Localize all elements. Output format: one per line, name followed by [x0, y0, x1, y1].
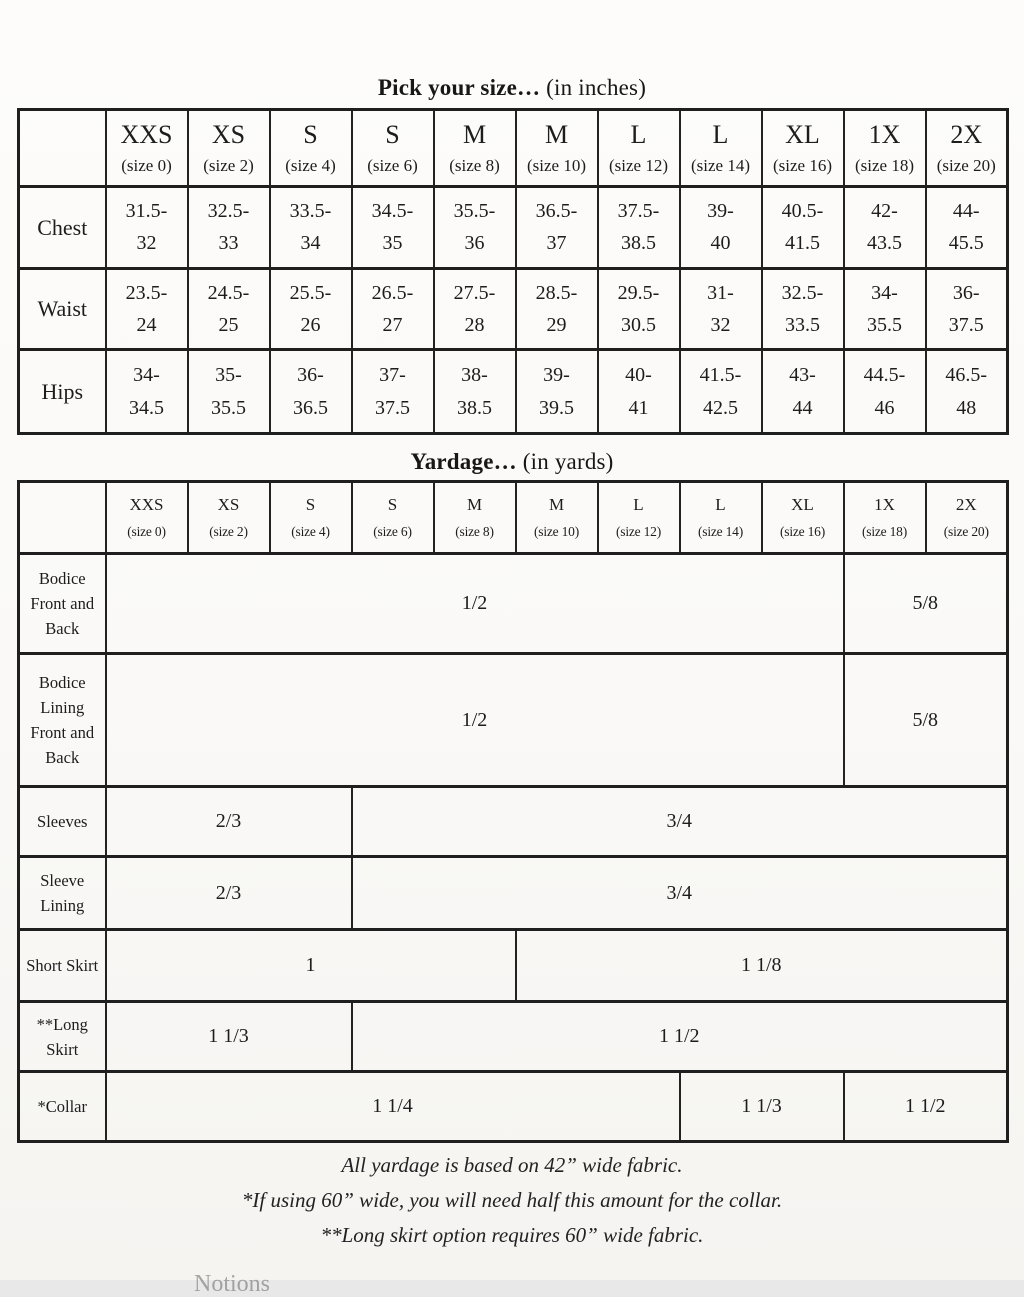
range-start: 38-	[461, 363, 488, 386]
size-header-content	[353, 113, 433, 184]
measurement-cell	[270, 269, 352, 350]
measurement-cell	[926, 269, 1008, 350]
size-header-content	[763, 485, 843, 551]
range-end: 44	[792, 396, 813, 419]
range-end: 38.5	[457, 396, 492, 419]
size-header-row	[19, 110, 1008, 187]
range-start: 26.5-	[371, 281, 414, 304]
size-number: (size 18)	[861, 524, 908, 540]
measurement-cell	[762, 269, 844, 350]
range-start: 24.5-	[207, 281, 250, 304]
measurement-cell	[188, 187, 270, 269]
yardage-row	[19, 554, 1008, 654]
measurement-range	[845, 353, 925, 431]
size-header-content	[681, 485, 761, 551]
yardage-cell: 5/8	[844, 654, 1008, 787]
range-start: 32.5-	[781, 281, 824, 304]
range-start: 28.5-	[535, 281, 578, 304]
size-label: M	[548, 494, 565, 514]
size-header-content	[845, 113, 925, 184]
measurement-cell	[926, 187, 1008, 269]
range-end: 28	[464, 313, 485, 336]
measurement-cell	[434, 269, 516, 350]
range-end: 34.5	[129, 396, 164, 419]
measurement-cell	[844, 187, 926, 269]
yardage-cell: 1 1/2	[352, 1002, 1008, 1072]
size-number: (size 4)	[291, 524, 330, 540]
range-end: 37.5	[375, 396, 410, 419]
range-start: 23.5-	[125, 281, 168, 304]
size-number: (size 14)	[697, 524, 744, 540]
size-header-cell	[844, 482, 926, 554]
size-label: XXS	[129, 494, 164, 514]
range-end: 41	[628, 396, 649, 419]
measurement-range	[927, 353, 1007, 431]
size-label: L	[633, 494, 644, 514]
range-end: 35	[382, 232, 403, 255]
measurement-cell	[270, 187, 352, 269]
size-header-cell	[188, 110, 270, 187]
size-chart-table	[17, 108, 1009, 435]
measurement-range	[845, 190, 925, 266]
size-header-cell	[352, 482, 434, 554]
measurement-range	[517, 190, 597, 266]
size-header-cell	[516, 110, 598, 187]
row-label: Waist	[19, 269, 106, 350]
range-end: 25	[218, 313, 239, 336]
size-number: (size 0)	[121, 156, 172, 176]
range-end: 24	[136, 313, 157, 336]
size-header-cell	[106, 110, 188, 187]
size-header-cell	[680, 110, 762, 187]
size-number: (size 20)	[936, 156, 996, 176]
size-header-content	[435, 485, 515, 551]
size-header-content	[271, 485, 351, 551]
measurement-range	[599, 272, 679, 347]
measurement-row	[19, 350, 1008, 434]
range-end: 39.5	[539, 396, 574, 419]
size-label: M	[466, 494, 483, 514]
size-header-content	[845, 485, 925, 551]
yardage-title	[0, 448, 1024, 476]
row-label: Bodice Lining Front and Back	[19, 654, 106, 787]
range-end: 35.5	[867, 313, 902, 336]
row-label: Sleeves	[19, 787, 106, 857]
range-end: 26	[300, 313, 321, 336]
range-end: 33	[218, 232, 239, 255]
size-number: (size 10)	[526, 156, 586, 176]
range-end: 29	[546, 313, 567, 336]
footnote-fabric-width: All yardage is based on 42” wide fabric.	[341, 1153, 683, 1177]
range-start: 31.5-	[125, 199, 168, 222]
size-header-cell	[188, 482, 270, 554]
measurement-cell	[680, 269, 762, 350]
yardage-cell: 1/2	[106, 654, 844, 787]
measurement-cell	[516, 269, 598, 350]
measurement-range	[435, 353, 515, 431]
measurement-range	[271, 190, 351, 266]
size-number: (size 12)	[608, 156, 668, 176]
measurement-cell	[270, 350, 352, 434]
range-end: 27	[382, 313, 403, 336]
measurement-range	[681, 353, 761, 431]
measurement-range	[435, 190, 515, 266]
measurement-range	[435, 272, 515, 347]
measurement-range	[927, 272, 1007, 347]
range-start: 34.5-	[371, 199, 414, 222]
size-number: (size 0)	[127, 524, 166, 540]
yardage-cell: 3/4	[352, 857, 1008, 930]
range-end: 41.5	[785, 232, 820, 255]
range-end: 36	[464, 232, 485, 255]
measurement-range	[845, 272, 925, 347]
measurement-cell	[844, 350, 926, 434]
size-number: (size 6)	[373, 524, 412, 540]
measurement-range	[353, 272, 433, 347]
size-label: 2X	[955, 494, 977, 514]
measurement-cell	[844, 269, 926, 350]
size-header-cell	[106, 482, 188, 554]
measurement-range	[271, 353, 351, 431]
range-start: 29.5-	[617, 281, 660, 304]
size-label: M	[462, 119, 487, 149]
range-end: 43.5	[867, 232, 902, 255]
size-label: XS	[211, 119, 246, 149]
measurement-cell	[926, 350, 1008, 434]
range-start: 37-	[379, 363, 406, 386]
size-header-cell	[434, 482, 516, 554]
partial-bottom-text: Notions	[194, 1271, 271, 1297]
row-label: Short Skirt	[19, 930, 106, 1002]
size-label: 1X	[868, 119, 901, 149]
measurement-cell	[516, 350, 598, 434]
measurement-cell	[598, 350, 680, 434]
range-start: 36-	[952, 281, 980, 304]
range-start: 25.5-	[289, 281, 332, 304]
size-number: (size 20)	[943, 524, 989, 540]
size-label: L	[715, 494, 726, 514]
measurement-range	[189, 272, 269, 347]
size-header-cell	[598, 482, 680, 554]
measurement-cell	[188, 350, 270, 434]
size-header-content	[435, 113, 515, 184]
size-number: (size 16)	[779, 524, 826, 540]
size-header-cell	[434, 110, 516, 187]
row-label: Bodice Front and Back	[19, 554, 106, 654]
measurement-cell	[352, 187, 434, 269]
measurement-cell	[762, 350, 844, 434]
measurement-range	[107, 272, 187, 347]
size-header-content	[599, 485, 679, 551]
measurement-cell	[434, 187, 516, 269]
range-end: 40	[710, 232, 731, 255]
size-header-content	[107, 485, 187, 551]
measurement-range	[681, 190, 761, 266]
footnote-collar: *If using 60” wide, you will need half this amount for the collar.	[241, 1188, 783, 1212]
range-end: 36.5	[293, 396, 328, 419]
size-number: (size 2)	[209, 524, 248, 540]
size-header-cell	[680, 482, 762, 554]
range-end: 34	[300, 232, 321, 255]
row-label: Chest	[19, 187, 106, 269]
yardage-row	[19, 1002, 1008, 1072]
size-chart-title-tail: (in inches)	[540, 75, 647, 100]
range-end: 32	[136, 232, 157, 255]
range-end: 37.5	[948, 313, 984, 336]
row-label: Hips	[19, 350, 106, 434]
range-start: 34-	[871, 281, 898, 304]
range-start: 44.5-	[863, 363, 906, 386]
measurement-range	[599, 190, 679, 266]
range-end: 32	[710, 313, 731, 336]
size-label: XS	[217, 494, 240, 514]
yardage-row	[19, 787, 1008, 857]
yardage-row	[19, 1072, 1008, 1142]
range-start: 27.5-	[453, 281, 496, 304]
yardage-cell: 1 1/8	[516, 930, 1008, 1002]
yardage-cell: 1 1/4	[106, 1072, 680, 1142]
size-number: (size 18)	[854, 156, 914, 176]
range-start: 36.5-	[535, 199, 578, 222]
yardage-cell: 2/3	[106, 857, 352, 930]
measurement-range	[107, 353, 187, 431]
size-header-content	[189, 113, 269, 184]
range-start: 40.5-	[781, 199, 824, 222]
size-header-cell	[270, 482, 352, 554]
size-header-content	[271, 113, 351, 184]
range-start: 32.5-	[207, 199, 250, 222]
size-header-content	[517, 113, 597, 184]
measurement-range	[927, 190, 1007, 266]
range-start: 31-	[707, 281, 734, 304]
yardage-cell: 1/2	[106, 554, 844, 654]
range-start: 37.5-	[617, 199, 660, 222]
size-header-content	[353, 485, 433, 551]
measurement-row	[19, 269, 1008, 350]
range-start: 46.5-	[945, 363, 988, 386]
range-end: 42.5	[703, 396, 738, 419]
measurement-cell	[106, 269, 188, 350]
size-label: S	[303, 119, 318, 149]
range-start: 41.5-	[699, 363, 742, 386]
size-header-cell	[844, 110, 926, 187]
measurement-cell	[598, 187, 680, 269]
range-end: 35.5	[211, 396, 246, 419]
yardage-cell: 1 1/3	[680, 1072, 844, 1142]
size-label: L	[712, 119, 729, 149]
range-start: 42-	[871, 199, 898, 222]
size-number: (size 16)	[772, 156, 832, 176]
size-header-content	[927, 113, 1007, 184]
row-label: **Long Skirt	[19, 1002, 106, 1072]
size-number: (size 4)	[285, 156, 336, 176]
footnote-long-skirt: **Long skirt option requires 60” wide fabric.	[320, 1223, 704, 1247]
yardage-title-tail: (in yards)	[516, 449, 614, 474]
range-start: 35-	[215, 363, 242, 386]
size-header-content	[927, 485, 1007, 551]
yardage-cell: 5/8	[844, 554, 1008, 654]
size-label: S	[387, 494, 398, 514]
measurement-range	[517, 353, 597, 431]
size-header-row	[19, 482, 1008, 554]
size-chart-title	[0, 74, 1024, 102]
size-number: (size 14)	[690, 156, 750, 176]
range-end: 48	[956, 396, 977, 419]
measurement-cell	[680, 350, 762, 434]
measurement-range	[353, 190, 433, 266]
range-start: 44-	[952, 199, 980, 222]
range-start: 35.5-	[453, 199, 496, 222]
measurement-range	[681, 272, 761, 347]
range-start: 40-	[625, 363, 652, 386]
measurement-range	[517, 272, 597, 347]
footnotes	[0, 1148, 1024, 1253]
measurement-cell	[188, 269, 270, 350]
measurement-cell	[352, 269, 434, 350]
size-number: (size 8)	[449, 156, 500, 176]
measurement-range	[763, 353, 843, 431]
size-header-content	[599, 113, 679, 184]
measurement-cell	[434, 350, 516, 434]
yardage-table	[17, 480, 1009, 1143]
size-header-content	[517, 485, 597, 551]
measurement-row	[19, 187, 1008, 269]
size-number: (size 2)	[203, 156, 254, 176]
yardage-cell: 1	[106, 930, 516, 1002]
range-start: 43-	[789, 363, 816, 386]
size-header-cell	[926, 110, 1008, 187]
measurement-range	[189, 353, 269, 431]
yardage-cell: 2/3	[106, 787, 352, 857]
row-label: *Collar	[19, 1072, 106, 1142]
measurement-cell	[106, 350, 188, 434]
range-start: 33.5-	[289, 199, 332, 222]
yardage-row	[19, 857, 1008, 930]
size-header-cell	[516, 482, 598, 554]
measurement-cell	[762, 187, 844, 269]
size-number: (size 8)	[455, 524, 494, 540]
measurement-range	[271, 272, 351, 347]
size-label: L	[630, 119, 647, 149]
measurement-cell	[598, 269, 680, 350]
corner-cell	[19, 110, 106, 187]
size-label: XXS	[120, 119, 173, 149]
yardage-row	[19, 654, 1008, 787]
size-header-cell	[352, 110, 434, 187]
range-end: 46	[874, 396, 895, 419]
size-number: (size 10)	[533, 524, 580, 540]
yardage-cell: 1 1/2	[844, 1072, 1008, 1142]
size-number: (size 6)	[367, 156, 418, 176]
yardage-cell: 1 1/3	[106, 1002, 352, 1072]
size-header-cell	[270, 110, 352, 187]
size-label: XL	[785, 119, 820, 149]
size-header-content	[681, 113, 761, 184]
row-label: Sleeve Lining	[19, 857, 106, 930]
measurement-cell	[680, 187, 762, 269]
range-start: 34-	[133, 363, 160, 386]
size-header-content	[763, 113, 843, 184]
measurement-range	[189, 190, 269, 266]
measurement-cell	[106, 187, 188, 269]
measurement-range	[763, 272, 843, 347]
range-end: 30.5	[621, 313, 656, 336]
size-number: (size 12)	[615, 524, 662, 540]
range-end: 33.5	[785, 313, 820, 336]
size-header-cell	[598, 110, 680, 187]
measurement-range	[107, 190, 187, 266]
yardage-cell: 3/4	[352, 787, 1008, 857]
measurement-cell	[352, 350, 434, 434]
measurement-range	[763, 190, 843, 266]
size-label: S	[305, 494, 316, 514]
size-header-cell	[762, 482, 844, 554]
size-chart-title-bold: Pick your size…	[377, 75, 541, 100]
measurement-range	[353, 353, 433, 431]
size-label: XL	[791, 494, 814, 514]
range-start: 39-	[543, 363, 570, 386]
range-end: 45.5	[948, 232, 984, 255]
range-end: 38.5	[621, 232, 656, 255]
range-start: 36-	[297, 363, 324, 386]
yardage-row	[19, 930, 1008, 1002]
size-header-content	[189, 485, 269, 551]
corner-cell	[19, 482, 106, 554]
size-header-cell	[926, 482, 1008, 554]
yardage-title-bold: Yardage…	[410, 449, 517, 474]
size-header-content	[107, 113, 187, 184]
range-start: 39-	[707, 199, 734, 222]
size-header-cell	[762, 110, 844, 187]
size-label: M	[544, 119, 569, 149]
range-end: 37	[546, 232, 567, 255]
size-label: 1X	[874, 494, 895, 514]
size-label: S	[385, 119, 400, 149]
size-label: 2X	[950, 119, 983, 149]
measurement-range	[599, 353, 679, 431]
measurement-cell	[516, 187, 598, 269]
